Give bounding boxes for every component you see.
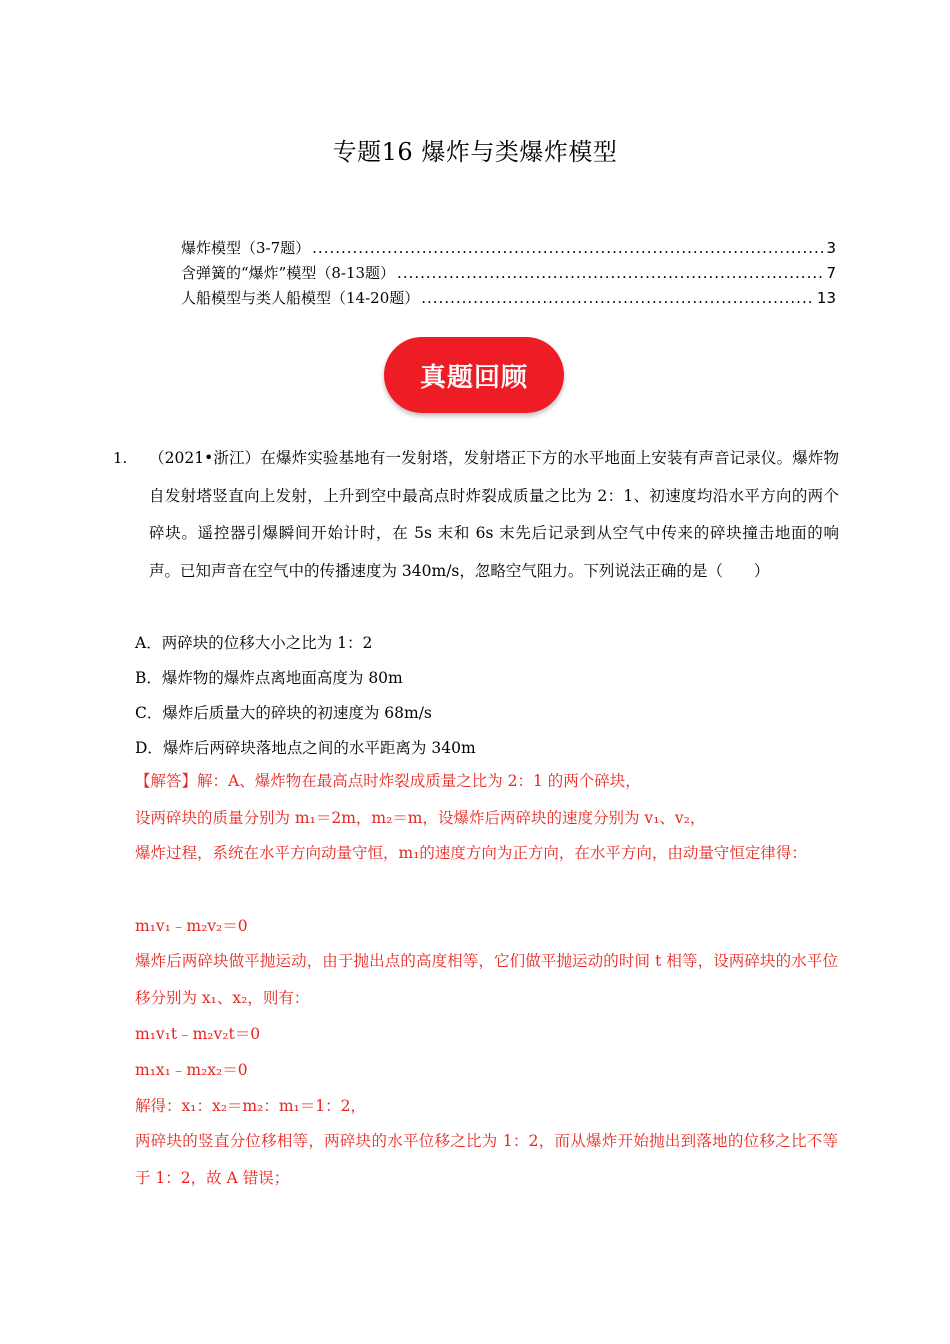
answer-line: 爆炸过程，系统在水平方向动量守恒，m₁的速度方向为正方向，在水平方向，由动量守恒定律得： [135,844,807,862]
answer-line: 解得：x₁：x₂＝m₂：m₁＝1：2， [135,1097,366,1115]
table-of-contents [181,237,836,312]
toc-entry-page: 3 [826,239,836,257]
toc-leader-dots [421,289,815,307]
option-a: A．两碎块的位移大小之比为 1：2 [135,634,373,652]
toc-entry-label: 爆炸模型（3-7题） [181,239,311,257]
toc-entry-page: 13 [816,289,836,307]
answer-line: 设两碎块的质量分别为 m₁＝2m，m₂＝m，设爆炸后两碎块的速度分别为 v₁、v₂， [135,809,706,827]
answer-equation: m₁v₁t﹣m₂v₂t＝0 [135,1025,261,1043]
toc-entry[interactable] [181,237,836,262]
section-badge-label: 真题回顾 [419,362,528,393]
toc-entry-label: 含弹簧的“爆炸”模型（8-13题） [181,264,396,282]
question-text: （2021•浙江）在爆炸实验基地有一发射塔，发射塔正下方的水平地面上安装有声音记录仪。爆炸物自发射塔竖直向上发射，上升到空中最高点时炸裂成质量之比为 2：1、初速度均沿水平方向的两个碎块。遥控器引爆瞬间开始计时，在 5s 末和 6s 末先后记录到从空气中传来的碎块撞击地面的响声。已知声音在空气中的传播速度为 340m/s，忽略空气阻力。下列说法正确的是（ ） [149,449,839,580]
answer-equation: m₁x₁﹣m₂x₂＝0 [135,1061,248,1079]
toc-leader-dots [312,239,824,257]
toc-entry[interactable] [181,287,836,312]
answer-line: 两碎块的竖直分位移相等，两碎块的水平位移之比为 1：2，而从爆炸开始抛出到落地的位移之比不等于 1：2，故 A 错误； [135,1132,838,1187]
section-badge [384,337,564,413]
answer-equation: m₁v₁﹣m₂v₂＝0 [135,917,248,935]
answer-line: 爆炸后两碎块做平抛运动，由于抛出点的高度相等，它们做平抛运动的时间 t 相等，设两碎块的水平位移分别为 x₁、x₂，则有： [135,952,838,1007]
option-b: B．爆炸物的爆炸点离地面高度为 80m [135,669,403,687]
toc-entry-page: 7 [826,264,836,282]
question-number: 1. [113,449,128,467]
toc-entry-label: 人船模型与类人船模型（14-20题） [181,289,420,307]
option-c: C．爆炸后质量大的碎块的初速度为 68m/s [135,704,432,722]
option-d: D．爆炸后两碎块落地点之间的水平距离为 340m [135,739,476,757]
answer-text: 解：A、爆炸物在最高点时炸裂成质量之比为 2：1 的两个碎块， [197,772,641,790]
document-title: 专题16 爆炸与类爆炸模型 [332,138,618,166]
toc-leader-dots [397,264,824,282]
answer-header: 【解答】 [135,772,198,790]
answer-line [135,763,838,800]
toc-entry[interactable] [181,262,836,287]
